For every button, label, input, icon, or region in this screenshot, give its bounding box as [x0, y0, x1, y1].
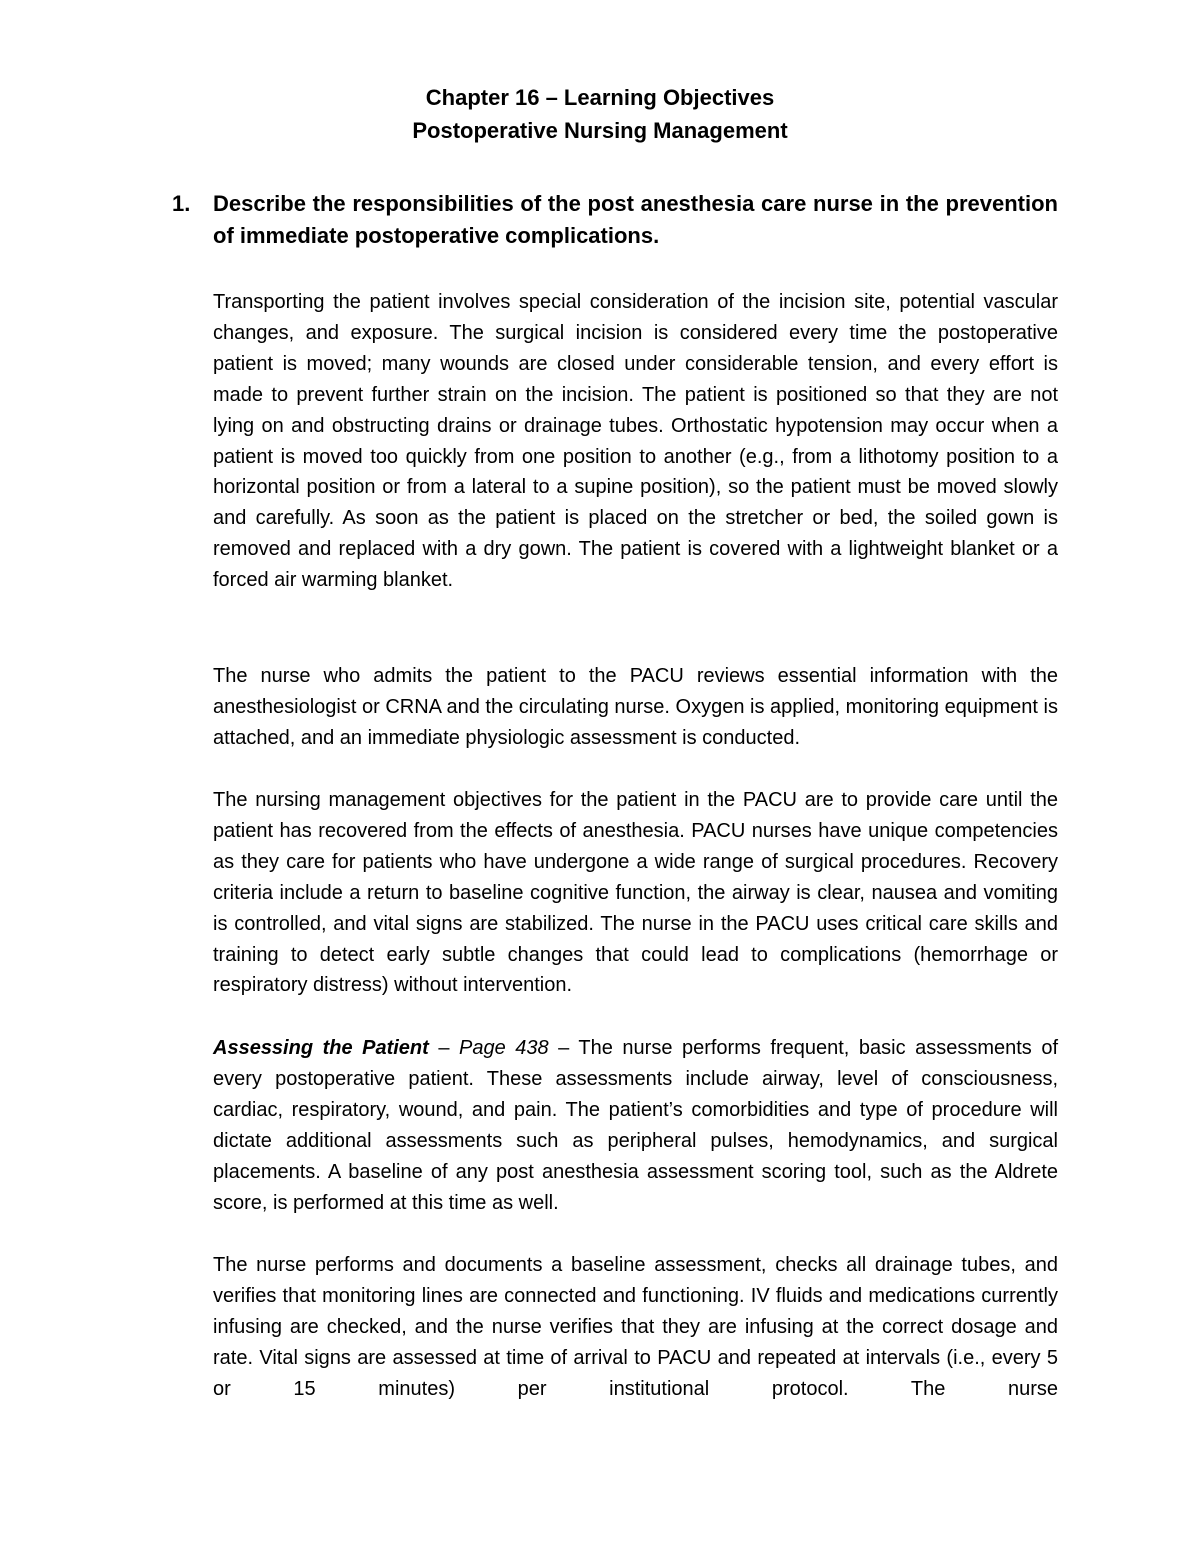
assessing-body: The nurse performs frequent, basic assessments of every postoperative patient. These assessments include airway, level of consciousness, cardiac, respiratory, wound, and pain. The patient’s comorbidities and type of procedure will dictate additional assessments such as peripheral pulses, hemodynamics, and surgical placements. A baseline of any post anesthesia assessment scoring tool, such as the Aldrete score, is performed at this time as well.	[213, 1037, 1059, 1214]
paragraph-baseline-assessment: The nurse performs and documents a baseline assessment, checks all drainage tubes, and verifies that monitoring lines are connected and functioning. IV fluids and medications currently infusing are checked, and the nurse verifies that they are infusing at the correct dosage and rate. Vital signs are assessed at time of arrival to PACU and repeated at intervals (i.e., every 5 or 15 minutes) per institutional protocol. The nurse	[213, 1254, 1058, 1400]
assessing-separator-1: –	[428, 1037, 459, 1059]
chapter-subtitle: Postoperative Nursing Management	[412, 118, 788, 143]
assessing-page-ref: Page 438	[458, 1037, 549, 1059]
paragraph-transport: Transporting the patient involves special consideration of the incision site, potential vascular changes, and exposure. The surgical incision is considered every time the postoperative patient is moved; many wounds are closed under considerable tension, and every effort is made to prevent further strain on the incision. The patient is positioned so that they are not lying on and obstructing drains or drainage tubes. Orthostatic hypotension may occur when a patient is moved too quickly from one position to another (e.g., from a lithotomy position to a horizontal position or from a lateral to a supine position), so the patient must be moved slowly and carefully. As soon as the patient is placed on the stretcher or bed, the soiled gown is removed and replaced with a dry gown. The patient is covered with a lightweight blanket or a forced air warming blanket.	[213, 291, 1058, 592]
objective-number: 1.	[172, 191, 191, 216]
paragraph-assessing-patient	[213, 1033, 1058, 1218]
assessing-heading: Assessing the Patient	[213, 1037, 429, 1059]
paragraph-management-objectives: The nursing management objectives for the patient in the PACU are to provide care until the patient has recovered from the effects of anesthesia. PACU nurses have unique competencies as they care for patients who have undergone a wide range of surgical procedures. Recovery criteria include a return to baseline cognitive function, the airway is clear, nausea and vomiting is controlled, and vital signs are stabilized. The nurse in the PACU uses critical care skills and training to detect early subtle changes that could lead to complications (hemorrhage or respiratory distress) without intervention.	[213, 789, 1058, 997]
objective-text: Describe the responsibilities of the post anesthesia care nurse in the prevention of immediate postoperative complications.	[213, 191, 1058, 248]
learning-objective	[172, 188, 1058, 252]
paragraph-admission: The nurse who admits the patient to the PACU reviews essential information with the anesthesiologist or CRNA and the circulating nurse. Oxygen is applied, monitoring equipment is attached, and an immediate physiologic assessment is conducted.	[213, 665, 1058, 749]
assessing-separator-2: –	[548, 1037, 579, 1059]
chapter-title: Chapter 16 – Learning Objectives	[425, 85, 775, 110]
